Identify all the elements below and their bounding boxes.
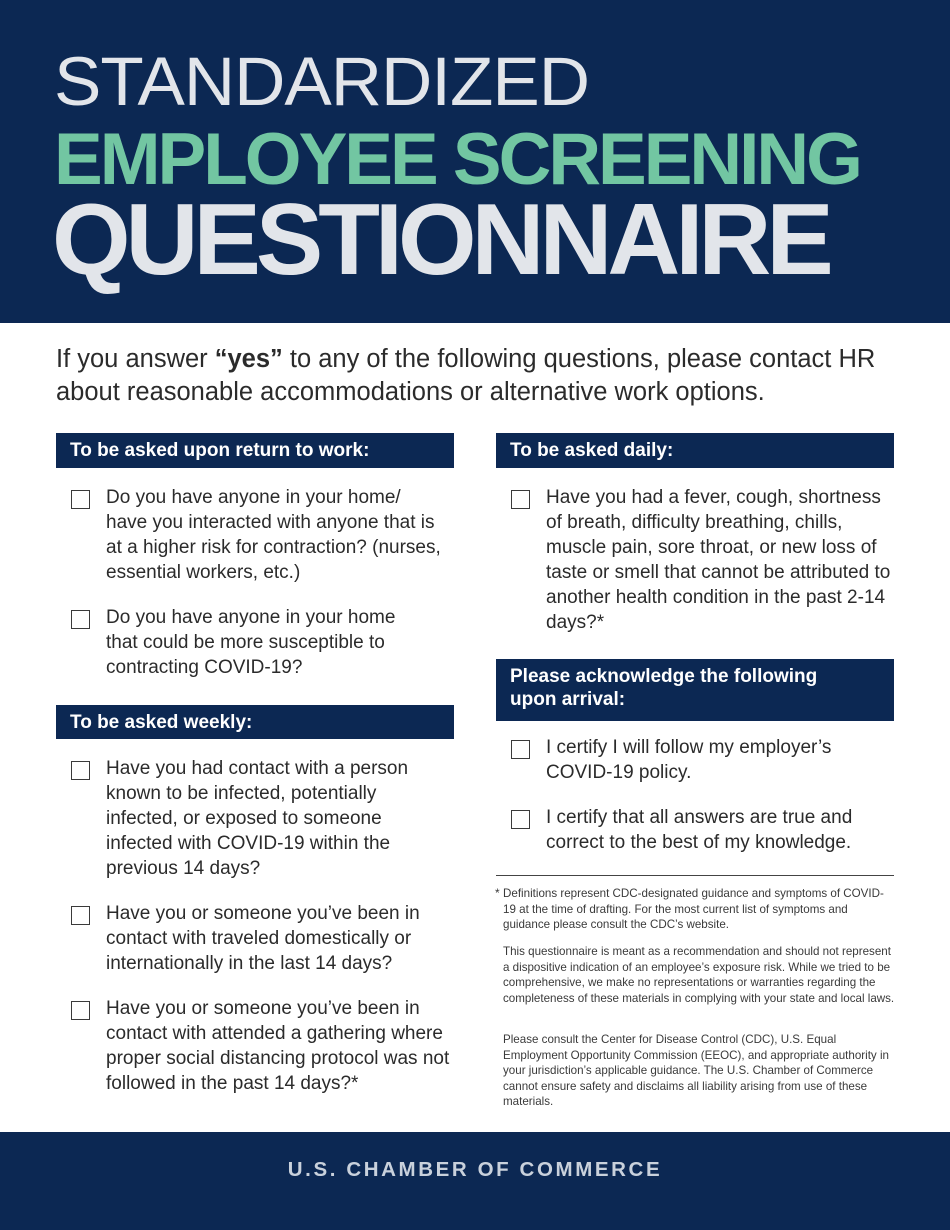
question-text: Have you had a fever, cough, shortness of breath, difficulty breathing, chills, muscle pain, sore throat, or new loss of taste or smell that cannot be attributed to another health condition in the past 2-14 days?*: [546, 487, 891, 633]
acknowledgement-text: I certify I will follow my employer’s COVID-19 policy.: [546, 737, 832, 783]
question-item: [56, 996, 454, 1096]
question-item: [56, 756, 454, 882]
section-return-to-work: [56, 433, 454, 693]
question-item: [496, 485, 894, 637]
organization-name: U.S. CHAMBER OF COMMERCE: [287, 1158, 663, 1181]
question-item: [56, 605, 454, 681]
question-item: [56, 901, 454, 977]
question-text: Do you have anyone in your home that could be more susceptible to contracting COVID-19?: [106, 607, 396, 678]
footnote-divider: [496, 875, 894, 876]
intro-after: to any of the following questions, please contact HR about reasonable accommodations or alternative work options.: [56, 345, 876, 406]
question-checkbox[interactable]: [71, 761, 90, 780]
section-heading-return-to-work: To be asked upon return to work:: [56, 433, 454, 468]
section-acknowledge: [496, 659, 894, 859]
footnote-asterisk: *: [495, 886, 500, 900]
acknowledgement-item: [496, 735, 894, 787]
question-text: Have you had contact with a person known to be infected, potentially infected, or exposed to someone infected with COVID-19 within the previous 14 days?: [106, 758, 409, 879]
footnote-definitions: Definitions represent CDC-designated guidance and symptoms of COVID-19 at the time of drafting. For the most current list of symptoms and guidance please consult the CDC’s website.: [503, 887, 884, 931]
section-weekly: [56, 705, 454, 1105]
intro-instructions: [56, 343, 916, 409]
question-text: Have you or someone you’ve been in contact with attended a gathering where proper social distancing protocol was not followed in the past 14 days?*: [106, 998, 450, 1094]
acknowledgement-checkbox[interactable]: [511, 810, 530, 829]
intro-emphasis: “yes”: [214, 345, 283, 373]
question-checkbox[interactable]: [71, 1001, 90, 1020]
section-heading-weekly: To be asked weekly:: [56, 705, 454, 739]
acknowledgement-text: I certify that all answers are true and correct to the best of my knowledge.: [546, 807, 853, 853]
section-daily: [496, 433, 894, 643]
title-line-questionnaire: QUESTIONNAIRE: [52, 184, 829, 296]
question-checkbox[interactable]: [71, 906, 90, 925]
footnote-disclaimer: This questionnaire is meant as a recommendation and should not represent a dispositive indication of an employee’s exposure risk. While we tried to be comprehensive, we make no representations or warranties regarding the completeness of these materials in complying with your state and local laws.: [503, 945, 895, 1005]
question-checkbox[interactable]: [71, 610, 90, 629]
acknowledgement-item: [496, 805, 894, 857]
section-heading-acknowledge: Please acknowledge the following upon arrival:: [496, 659, 894, 721]
acknowledgement-checkbox[interactable]: [511, 740, 530, 759]
question-text: Do you have anyone in your home/ have you interacted with anyone that is at a higher risk for contraction? (nurses, essential workers, etc.): [106, 487, 441, 583]
section-heading-daily: To be asked daily:: [496, 433, 894, 468]
question-checkbox[interactable]: [511, 490, 530, 509]
question-text: Have you or someone you’ve been in contact with traveled domestically or internationally in the last 14 days?: [106, 903, 420, 974]
footnote-consult: Please consult the Center for Disease Control (CDC), U.S. Equal Employment Opportunity Commission (EEOC), and appropriate authority in your jurisdiction’s applicable guidance. The U.S. Chamber of Commerce cannot ensure safety and disclaims all liability arising from use of these materials.: [503, 1033, 889, 1108]
question-item: [56, 485, 454, 585]
question-checkbox[interactable]: [71, 490, 90, 509]
header-banner: [0, 0, 950, 323]
title-line-standardized: STANDARDIZED: [54, 44, 589, 121]
intro-before: If you answer: [56, 345, 215, 373]
title-line-employee-screening: EMPLOYEE SCREENING: [54, 119, 860, 200]
